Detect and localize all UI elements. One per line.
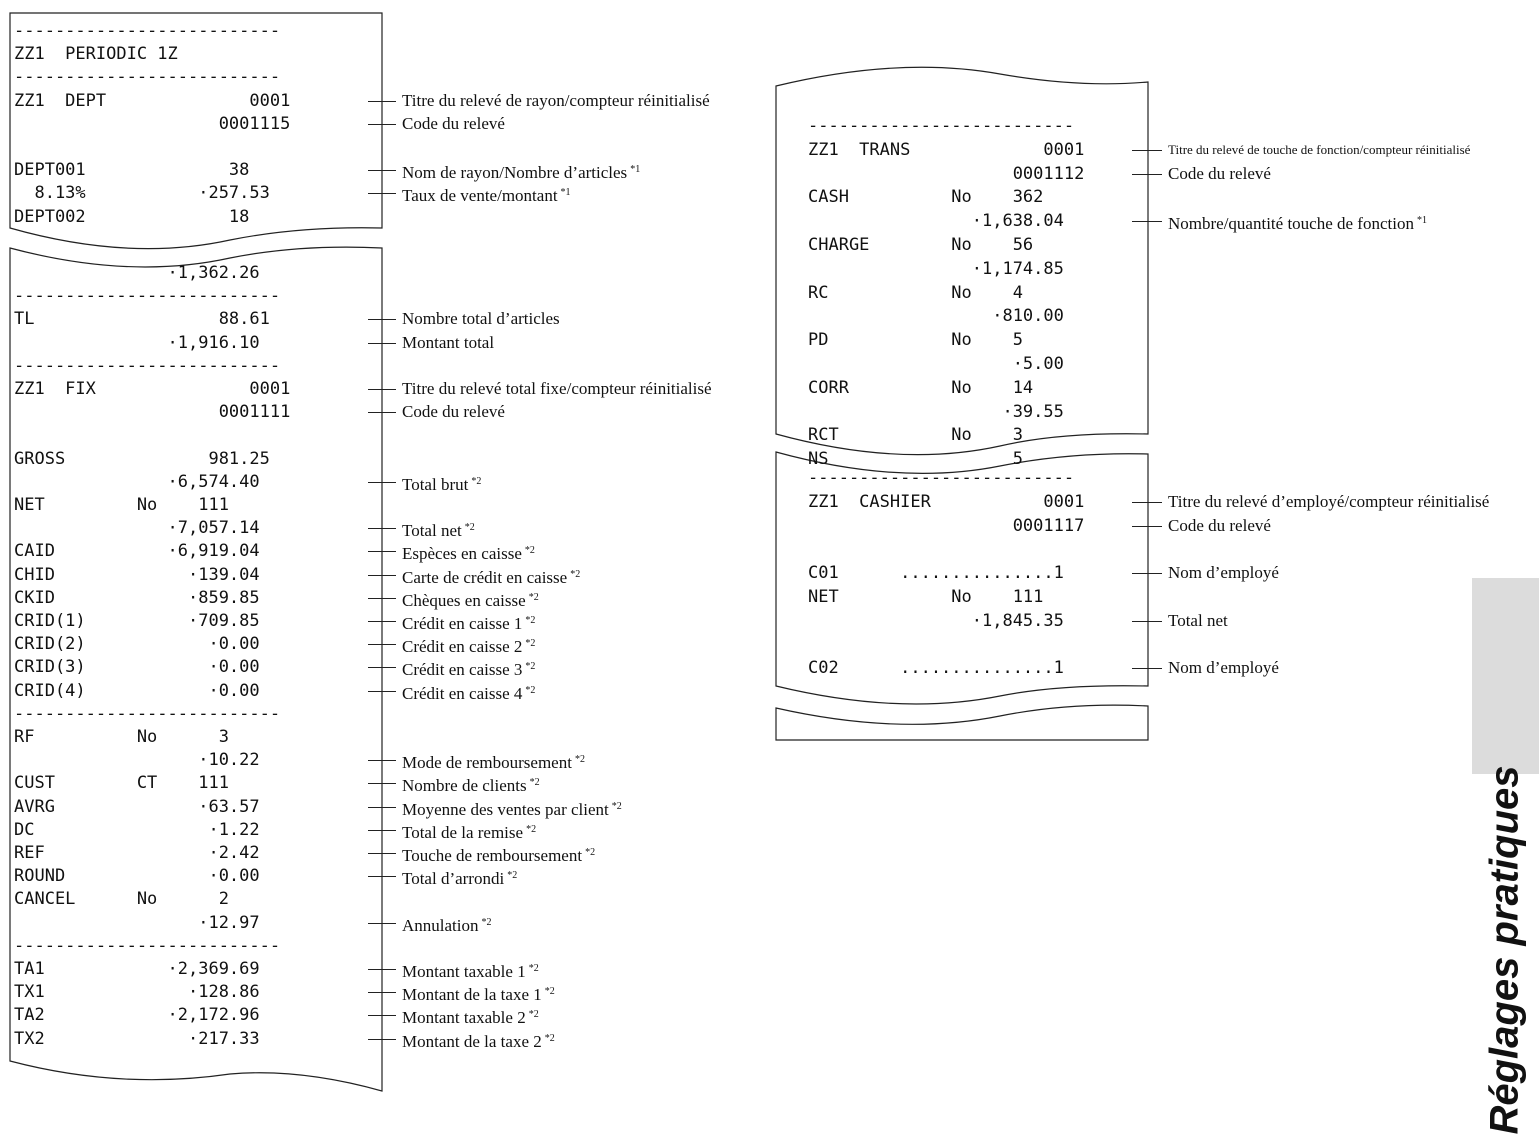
receipt-line: ·810.00 [808, 306, 1064, 327]
footnote-marker: *2 [481, 916, 492, 928]
leader-line [368, 969, 396, 970]
receipt-line: NET No 111 [808, 587, 1044, 607]
receipt-line: NET No 111 [14, 495, 229, 515]
leader-line [368, 575, 396, 576]
annotation-label: Titre du relevé total fixe/compteur réinitialisé [402, 379, 712, 398]
receipt-line: ·39.55 [808, 401, 1064, 422]
receipt-line: ZZ1 TRANS 0001 [808, 139, 1085, 160]
receipt-line: TX1 ·128.86 [14, 982, 260, 1003]
footnote-marker: *2 [525, 684, 536, 696]
receipt-line: ·12.97 [14, 912, 260, 933]
receipt-line: ·7,057.14 [14, 518, 260, 539]
leader-line [368, 101, 396, 102]
receipt-line: CRID(2) ·0.00 [14, 634, 260, 655]
leader-line [368, 1015, 396, 1016]
leader-line [368, 992, 396, 993]
receipt-line: ·1,638.04 [808, 211, 1064, 232]
leader-line [1132, 150, 1162, 151]
receipt-line: ·1,845.35 [808, 610, 1064, 631]
footnote-marker: *2 [611, 800, 622, 812]
annotation-label: Montant de la taxe 2 $^{*2}$ [402, 1031, 555, 1051]
annotation-label: Moyenne des ventes par client $^{*2}$ [402, 799, 622, 819]
annotation-label: Touche de remboursement $^{*2}$ [402, 846, 596, 865]
receipt-line: CHID ·139.04 [14, 564, 260, 585]
receipt-line: -------------------------- [14, 21, 281, 41]
receipt-line: CKID ·859.85 [14, 587, 260, 608]
annotation-label: Total de la remise $^{*2}$ [402, 822, 537, 842]
receipt-line: CRID(4) ·0.00 [14, 680, 260, 701]
annotation-label: Annulation $^{*2}$ [402, 915, 492, 935]
side-tab [1472, 578, 1539, 774]
annotation-label: Titre du relevé de rayon/compteur réinitialisé [402, 90, 710, 110]
leader-line [1132, 573, 1162, 574]
leader-line [368, 124, 396, 125]
receipt-line: ·1,916.10 [14, 332, 260, 353]
leader-line [368, 1039, 396, 1040]
receipt-line: CASH No 362 [808, 187, 1044, 208]
side-tab-title: Réglages pratiques [1482, 765, 1527, 1135]
right-receipt-bottom-outline [776, 705, 1148, 740]
receipt-line: C01 ...............1 [808, 563, 1064, 584]
receipt-line: CRID(3) ·0.00 [14, 657, 260, 678]
annotation-label: Carte de crédit en caisse $^{*2}$ [402, 567, 581, 587]
leader-line [368, 691, 396, 692]
receipt-line: RCT No 3 [808, 425, 1023, 446]
leader-line [368, 551, 396, 552]
leader-line [368, 923, 396, 924]
leader-line [1132, 502, 1162, 503]
footnote-marker: *2 [574, 754, 585, 766]
leader-line [368, 876, 396, 877]
receipt-line: CUST CT 111 [14, 773, 229, 794]
footnote-marker: *2 [570, 568, 581, 580]
footnote-marker: *1 [560, 187, 571, 199]
receipt-line: -------------------------- [14, 935, 281, 956]
receipt-line: DEPT001 38 [14, 160, 250, 181]
annotation-label: Mode de remboursement $^{*2}$ [402, 753, 585, 773]
receipt-line: ZZ1 PERIODIC 1Z [14, 44, 178, 65]
footnote-marker: *1 [630, 164, 641, 176]
receipt-line: PD No 5 [808, 330, 1023, 351]
annotation-label: Nombre/quantité touche de fonction $^{*1}$ [1168, 214, 1427, 234]
annotation-label: Total net $^{*2}$ [402, 521, 475, 541]
receipt-line: ·1,174.85 [808, 258, 1064, 279]
leader-line [368, 482, 396, 483]
annotation-label: Code du relevé [1168, 163, 1271, 183]
receipt-line: ZZ1 CASHIER 0001 [808, 491, 1085, 512]
receipt-line: ·1,362.26 [14, 263, 260, 283]
leader-line [368, 807, 396, 808]
leader-line [1132, 174, 1162, 175]
leader-line [368, 528, 396, 529]
annotation-label: Crédit en caisse 1 $^{*2}$ [402, 614, 536, 633]
leader-line [368, 193, 396, 194]
leader-line [368, 389, 396, 390]
footnote-marker: *2 [544, 986, 555, 998]
annotation-label: Titre du relevé de touche de fonction/compteur réinitialisé [1168, 141, 1471, 157]
receipt-line: DEPT002 18 [14, 206, 250, 227]
receipt-line: ·10.22 [14, 750, 260, 771]
leader-line [368, 621, 396, 622]
receipt-line: ZZ1 FIX 0001 [14, 379, 291, 399]
receipt-line: ROUND ·0.00 [14, 866, 260, 887]
receipt-line: TA2 ·2,172.96 [14, 1005, 260, 1026]
leader-line [368, 667, 396, 668]
annotation-label: Nombre total d’articles [402, 309, 560, 329]
receipt-line: CORR No 14 [808, 377, 1034, 398]
annotation-label: Montant taxable 1 $^{*2}$ [402, 962, 539, 981]
annotation-label: Code du relevé [402, 402, 505, 422]
leader-line [368, 598, 396, 599]
leader-line [368, 853, 396, 854]
annotation-label: Crédit en caisse 4 $^{*2}$ [402, 683, 536, 703]
receipt-line: CRID(1) ·709.85 [14, 611, 260, 631]
receipt-line: RF No 3 [14, 727, 229, 747]
receipt-line: CANCEL No 2 [14, 889, 229, 910]
receipt-line: AVRG ·63.57 [14, 796, 260, 817]
annotation-label: Crédit en caisse 3 $^{*2}$ [402, 660, 536, 680]
leader-line [1132, 221, 1162, 222]
annotation-label: Titre du relevé d’employé/compteur réinitialisé [1168, 491, 1490, 511]
footnote-marker: *2 [524, 545, 535, 557]
receipt-line: NS 5 [808, 449, 1023, 470]
footnote-marker: *1 [1416, 215, 1427, 227]
receipt-line: -------------------------- [14, 286, 281, 307]
receipt-line: REF ·2.42 [14, 843, 260, 863]
footnote-marker: *2 [464, 522, 475, 534]
footnote-marker: *2 [471, 475, 482, 487]
footnote-marker: *2 [528, 963, 539, 974]
leader-line [368, 343, 396, 344]
footnote-marker: *2 [528, 1009, 539, 1021]
annotation-label: Code du relevé [1168, 515, 1271, 535]
annotation-label: Montant taxable 2 $^{*2}$ [402, 1008, 539, 1028]
footnote-marker: *2 [544, 1032, 555, 1044]
receipt-line: TX2 ·217.33 [14, 1028, 260, 1049]
annotation-label: Nombre de clients $^{*2}$ [402, 776, 540, 796]
footnote-marker: *2 [526, 823, 537, 835]
annotation-label: Montant total [402, 332, 495, 352]
receipt-line: -------------------------- [808, 116, 1075, 136]
leader-line [1132, 668, 1162, 669]
receipt-line: CAID ·6,919.04 [14, 541, 260, 562]
leader-line [1132, 621, 1162, 622]
footnote-marker: *2 [525, 661, 536, 673]
receipt-line: C02 ...............1 [808, 658, 1064, 679]
annotation-label: Total brut $^{*2}$ [402, 474, 482, 494]
receipt-line: ZZ1 DEPT 0001 [14, 90, 291, 111]
receipt-line: TA1 ·2,369.69 [14, 959, 260, 979]
annotation-label: Crédit en caisse 2 $^{*2}$ [402, 637, 536, 657]
receipt-line: 0001111 [14, 402, 291, 423]
receipt-line: 0001115 [14, 113, 291, 134]
footnote-marker: *2 [528, 591, 539, 603]
footnote-marker: *2 [529, 777, 540, 789]
receipt-line: -------------------------- [14, 355, 281, 376]
receipt-line: ·5.00 [808, 354, 1064, 374]
receipt-line: -------------------------- [14, 703, 281, 724]
leader-line [368, 319, 396, 320]
receipt-line: ·6,574.40 [14, 471, 260, 492]
receipt-line: GROSS 981.25 [14, 448, 270, 469]
receipt-line: DC ·1.22 [14, 819, 260, 840]
leader-line [368, 783, 396, 784]
leader-line [368, 644, 396, 645]
annotation-label: Total d’arrondi $^{*2}$ [402, 869, 518, 889]
footnote-marker: *2 [525, 615, 536, 626]
receipt-line: 0001117 [808, 515, 1085, 536]
annotation-label: Total net [1168, 610, 1228, 630]
receipt-line: CHARGE No 56 [808, 235, 1034, 255]
annotation-label: Chèques en caisse $^{*2}$ [402, 590, 539, 610]
leader-line [368, 170, 396, 171]
annotation-label: Montant de la taxe 1 $^{*2}$ [402, 985, 555, 1005]
receipt-line: RC No 4 [808, 282, 1023, 303]
annotation-label: Taux de vente/montant $^{*1}$ [402, 186, 571, 206]
receipt-line: 8.13% ·257.53 [14, 183, 270, 204]
receipt-line: -------------------------- [14, 67, 281, 88]
footnote-marker: *2 [507, 870, 518, 882]
leader-line [368, 412, 396, 413]
receipt-line: -------------------------- [808, 468, 1075, 488]
annotation-label: Espèces en caisse $^{*2}$ [402, 544, 535, 564]
annotation-label: Code du relevé [402, 113, 505, 133]
leader-line [368, 830, 396, 831]
annotation-label: Nom de rayon/Nombre d’articles $^{*1}$ [402, 163, 641, 183]
annotation-label: Nom d’employé [1168, 563, 1279, 583]
footnote-marker: *2 [525, 638, 536, 650]
annotation-label: Nom d’employé [1168, 658, 1279, 678]
receipt-line: 0001112 [808, 163, 1085, 184]
leader-line [1132, 526, 1162, 527]
receipt-line: TL 88.61 [14, 309, 270, 330]
leader-line [368, 760, 396, 761]
footnote-marker: *2 [585, 847, 596, 858]
